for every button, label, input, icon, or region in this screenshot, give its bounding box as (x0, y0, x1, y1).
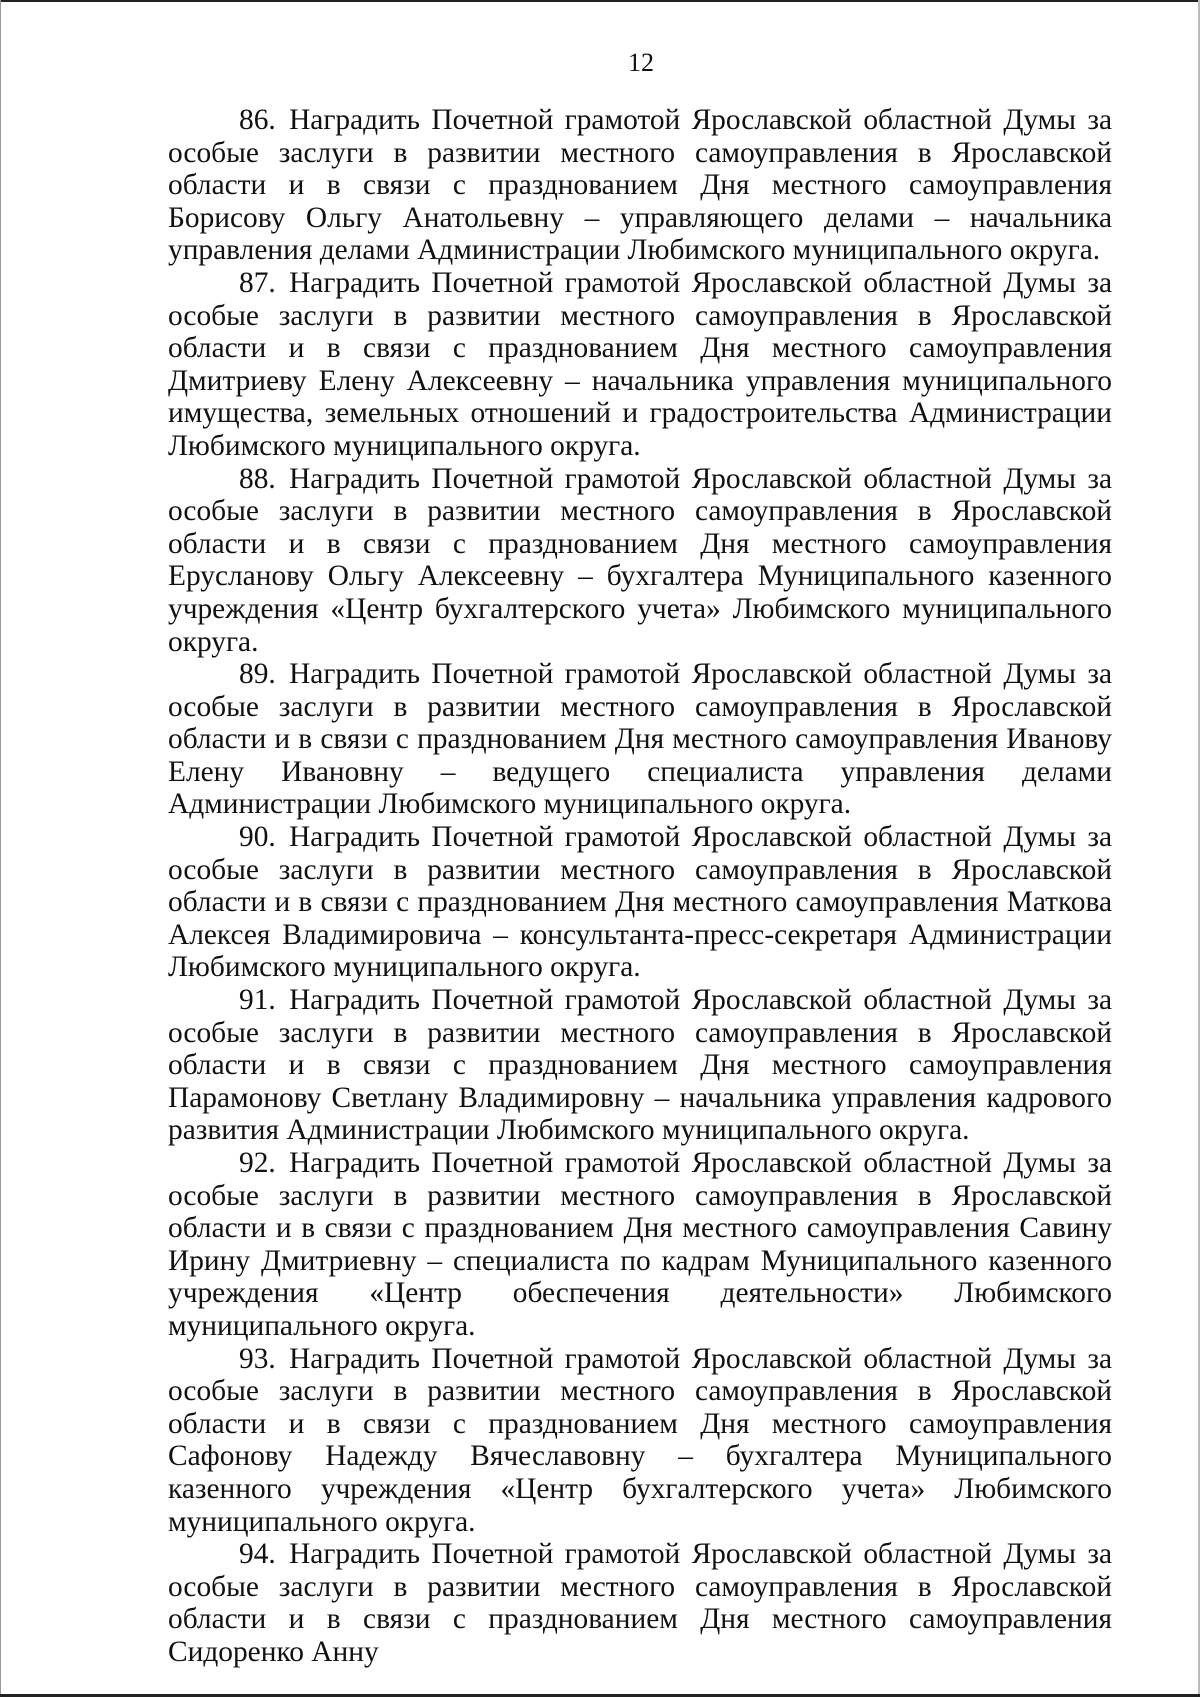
paragraph-number: 94. (239, 1538, 276, 1571)
award-paragraph-87 (168, 267, 1112, 463)
scan-border-left (0, 0, 1, 1697)
award-paragraph-92 (168, 1147, 1112, 1343)
paragraph-number: 88. (239, 462, 276, 495)
paragraph-text: Наградить Почетной грамотой Ярославской областной Думы за особые заслуги в развитии местного самоуправления в Ярославской области и в связи с празднованием Дня местного самоуправления Савину Ирину Дмитриевну – специалиста по кадрам Муниципального казенного учреждения «Центр обеспечения деятельности» Любимского муниципального округа. (168, 1147, 1112, 1342)
paragraph-text: Наградить Почетной грамотой Ярославской областной Думы за особые заслуги в развитии местного самоуправления в Ярославской области и в связи с празднованием Дня местного самоуправления Иванову Елену Ивановну – ведущего специалиста управления делами Администрации Любимского муниципального округа. (168, 658, 1112, 821)
paragraph-number: 91. (239, 984, 276, 1017)
paragraph-text: Наградить Почетной грамотой Ярославской областной Думы за особые заслуги в развитии местного самоуправления в Ярославской области и в связи с празднованием Дня местного самоуправления Парамонову Светлану Владимировну – начальника управления кадрового развития Администрации Любимского муниципального округа. (168, 984, 1112, 1147)
page-number: 12 (628, 48, 654, 77)
award-paragraph-88 (168, 463, 1112, 659)
scan-border-top (0, 0, 1200, 2)
paragraph-number: 90. (239, 821, 276, 854)
paragraph-text: Наградить Почетной грамотой Ярославской областной Думы за особые заслуги в развитии местного самоуправления в Ярославской области и в связи с празднованием Дня местного самоуправления Еруcланову Ольгу Алексеевну – бухгалтера Муниципального казенного учреждения «Центр бухгалтерского учета» Любимского муниципального округа. (168, 462, 1112, 658)
award-paragraph-86 (168, 104, 1112, 267)
paragraph-text: Наградить Почетной грамотой Ярославской областной Думы за особые заслуги в развитии местного самоуправления в Ярославской области и в связи с празднованием Дня местного самоуправления Сидоренко Анну (168, 1538, 1112, 1668)
paragraph-number: 93. (239, 1342, 276, 1375)
paragraph-text: Наградить Почетной грамотой Ярославской областной Думы за особые заслуги в развитии местного самоуправления в Ярославской области и в связи с празднованием Дня местного самоуправления Дмитриеву Елену Алексеевну – начальника управления муниципального имущества, земельных отношений и градостроительства Администрации Любимского муниципального округа. (168, 266, 1112, 462)
award-paragraph-89 (168, 658, 1112, 821)
paragraph-number: 87. (239, 266, 276, 299)
paragraph-text: Наградить Почетной грамотой Ярославской областной Думы за особые заслуги в развитии местного самоуправления в Ярославской области и в связи с празднованием Дня местного самоуправления Маткова Алексея Владимировича – консультанта-пресс-секретаря Администрации Любимского муниципального округа. (168, 821, 1112, 984)
paragraph-number: 92. (239, 1147, 276, 1179)
award-paragraph-94 (168, 1538, 1112, 1668)
document-body (168, 104, 1112, 1669)
award-paragraph-93 (168, 1343, 1112, 1539)
paragraph-text: Наградить Почетной грамотой Ярославской областной Думы за особые заслуги в развитии местного самоуправления в Ярославской области и в связи с празднованием Дня местного самоуправления Сафонову Надежду Вячеславовну – бухгалтера Муниципального казенного учреждения «Центр бухгалтерского учета» Любимского муниципального округа. (168, 1342, 1112, 1538)
award-paragraph-90 (168, 821, 1112, 984)
paragraph-number: 89. (239, 658, 276, 691)
paragraph-text: Наградить Почетной грамотой Ярославской областной Думы за особые заслуги в развитии местного самоуправления в Ярославской области и в связи с празднованием Дня местного самоуправления Борисову Ольгу Анатольевну – управляющего делами – начальника управления делами Администрации Любимского муниципального округа. (168, 104, 1112, 267)
paragraph-number: 86. (239, 104, 276, 136)
award-paragraph-91 (168, 984, 1112, 1147)
